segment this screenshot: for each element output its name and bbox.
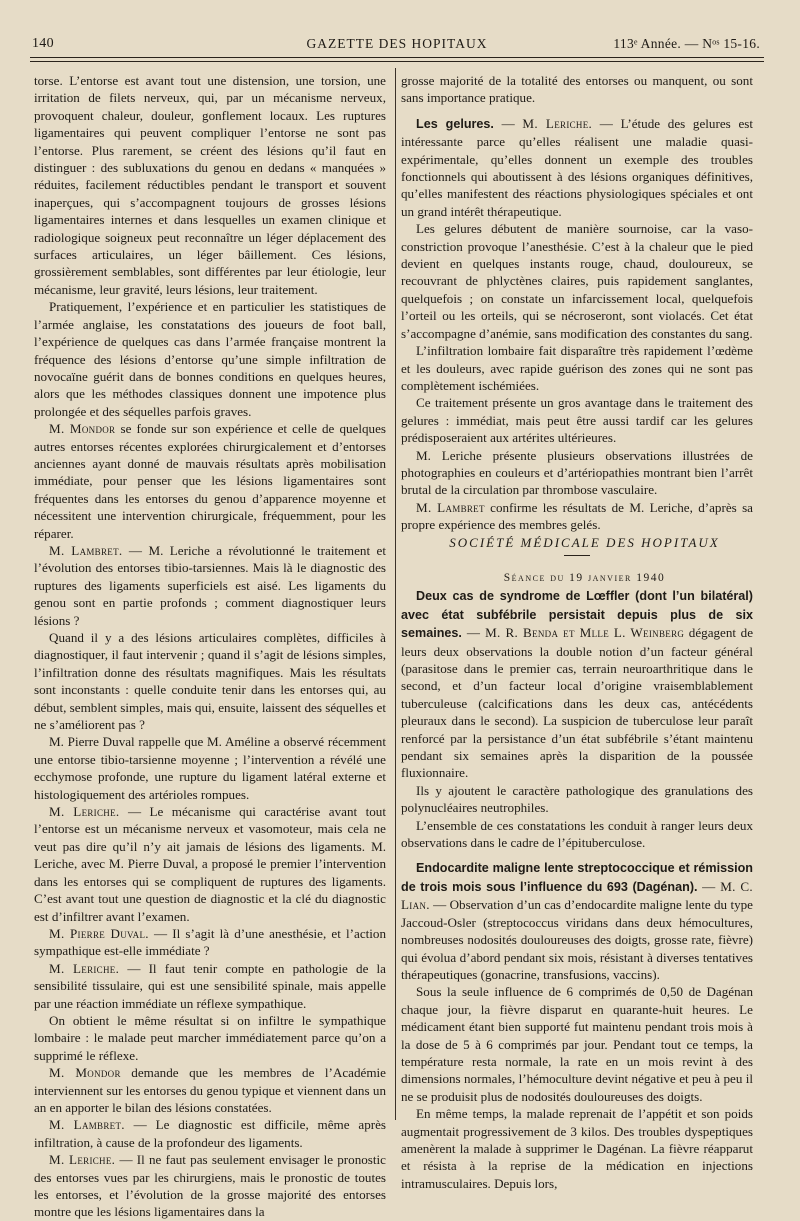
header-rule-thick	[30, 57, 764, 58]
paragraph: grosse majorité de la totalité des entorses ou manquent, ou sont sans importance pratique.	[401, 73, 753, 106]
paragraph-text: — M. Leriche a révolutionné le traitement et l’évolution des entorses tibio-tarsiennes. Mais là le diagnostic des ruptures des ligaments superficiels est aisé. Les ligaments du genou sont en partie profonds ; comment diagnostiquer leurs lésions ?	[34, 542, 386, 628]
speaker-name: M. Mondor	[49, 421, 116, 437]
header-rule-thin	[30, 61, 764, 62]
session-date: Séance du 19 janvier 1940	[503, 571, 666, 584]
paragraph: L’infiltration lombaire fait disparaître très rapidement l’œdème et les douleurs, avec rapide guérison des zones qui ne sont pas complètement ischémiées.	[401, 343, 753, 393]
speaker-name: M. Leriche.	[49, 1152, 116, 1168]
paragraph-text: — Le mécanisme qui caractérise avant tout l’entorse est un mécanisme nerveux et vasomoteur, mais cela ne veut pas dire qu’il n’y ait jamais de lésions des ligaments. M. Leriche, avec M. Pierre Duval, a proposé le premier l’intervention dans les entorses qui se compliquent de ruptures des ligaments. C’est avant tout une question de diagnostic et la clé du diagnostic est d’infiltrer avant l’examen.	[34, 804, 386, 924]
paragraph-text: se fonde sur son expérience et celle de quelques autres entorses récentes explorées chirurgicalement et d’entorses anciennes ayant donné de mauvais résultats après mobilisation immédiate, pour penser que les lésions ligamentaires sont fréquentes dans les entorses du genou d’apparence moyenne et nécessitent une intervention chirurgicale, fréquemment, pour les réparer.	[34, 421, 386, 541]
journal-title: GAZETTE DES HOPITAUX	[306, 36, 488, 51]
article-title: Deux cas de syndrome de Lœffler (dont l’un bilatéral) avec état subfébrile persistait depuis plus de six semaines.	[401, 589, 753, 641]
column-divider	[395, 68, 396, 1120]
paragraph	[401, 499, 753, 534]
speaker-name: M. Lambret	[416, 499, 485, 515]
paragraph: Ce traitement présente un gros avantage dans le traitement des gelures : immédiat, mais peut être aussi tardif car les gelures prédisposeraient aux artérites ultérieures.	[401, 395, 753, 446]
paragraph-text: — Il faut tenir compte en pathologie de la sensibilité tissulaire, qui est une sensibilité spinale, mais appelle par une réaction immédiate un réflexe sympathique.	[34, 960, 386, 1011]
paragraph-text: confirme les résultats de M. Leriche, d’après sa propre expérience des membres gelés.	[401, 499, 753, 533]
article-title: Les gelures.	[416, 116, 494, 131]
authors: — M. R. Benda et Mlle L. Weinberg	[461, 625, 685, 641]
paragraph-text: — Il ne faut pas seulement envisager le pronostic des entorses vues par les chirurgiens, mais le pronostic de toutes les entorses, et l’évolution de la grosse majorité des entorses montre que les lésions ligamentaires dans la	[34, 1152, 386, 1220]
paragraph: Ils y ajoutent le caractère pathologique des granulations des polynucléaires neutrophiles.	[401, 782, 753, 816]
paragraph: Sous la seule influence de 6 comprimés de 0,50 de Dagénan chaque jour, la fièvre disparut en quarante-huit heures. Le médicament étant bien supporté fut maintenu pendant trois mois à la dose de 5 à 6 comprimés par jour. Pendant tout ce temps, la température resta normale, la rate en un mois revint à des dimensions normales, l’hémoculture devint négative et peu à peu il ne se produisit plus de nodosités douloureuses des doigts.	[401, 984, 753, 1104]
paragraph	[34, 1116, 386, 1151]
authors: — M. C. Lian.	[401, 878, 753, 913]
speaker-name: M. Pierre Duval.	[49, 925, 149, 941]
speaker-name: M. Leriche.	[49, 804, 120, 820]
paragraph	[34, 925, 386, 960]
speaker-name: M. Lambret.	[49, 542, 123, 558]
article-loeffler	[401, 587, 753, 781]
paragraph-text: — Observation d’un cas d’endocardite maligne lente du type Jaccoud-Osler (streptococcus viridans dans deux hémocultures, nombreuses nodosités douloureuses des doigts, grosse rate, fièvre) qui évolua d’abord pendant six mois, résistant à diverses tentatives thérapeutiques (gonacrine, transfusions, vaccins).	[401, 897, 753, 982]
speaker-name: M. Leriche.	[522, 115, 593, 131]
paragraph	[34, 960, 386, 1012]
paragraph: Pratiquement, l’expérience et en particulier les statistiques de l’armée anglaise, les constatations des joueurs de foot ball, l’expérience de quelques cas dans l’armée française montrent la fréquence des lésions d’entorse qu’une simple infiltration de novocaïne guérit dans de bonnes conditions en quelques heures, alors que les méthodes classiques donnent une impotence plus prolongée et des séquelles parfois graves.	[34, 299, 386, 419]
running-header	[30, 34, 764, 58]
paragraph: torse. L’entorse est avant tout une distension, une torsion, une irritation de filets nerveux, qui, par un mécanisme nerveux, provoquent chaleur, douleur, gonflement locaux. Les ruptures ligamentaires qui peuvent compliquer l’entorse ne sont pas l’entorse. Plus rarement, se créent des lésions qu’il faut en distinguer : des subluxations du genou en dedans « manquées » réduites, facilement réductibles pendant le transport et souvent inaperçues, qui s’accompagnent toujours de grosses lésions ligamentaires internes et dans lesquelles un examen clinique et radiologique soigneux peut reconnaître un léger déplacement des surfaces articulaires, un léger bâillement. Ces lésions, grossièrement semblables, sont différentes par leur étiologie, leur mécanisme, leur gravité, leurs lésions, leur traitement.	[34, 73, 386, 297]
speaker-name: M. Mondor	[49, 1065, 121, 1081]
paragraph-text: — Le diagnostic est difficile, même après infiltration, à cause de la profondeur des ligaments.	[34, 1117, 387, 1150]
paragraph: M. Leriche présente plusieurs observations illustrées de photographies en couleurs et d’artériopathies montrant bien l’arrêt brutal de la circulation par thrombose vasculaire.	[401, 447, 753, 498]
paragraph	[34, 1064, 386, 1116]
speaker-name: M. Leriche.	[49, 960, 120, 976]
left-column	[34, 72, 386, 1221]
paragraph-text: — L’étude des gelures est intéressante parce qu’elles réalisent une maladie quasi-expérimentale, qu’elles donnent un exemple des troubles fonctionnels qui aboutissent à des lésions organiques définitives, qu’elles manifestent des réactions physiologiques spéciales et ont un grand intérêt thérapeutique.	[401, 115, 753, 219]
paragraph: On obtient le même résultat si on infiltre le sympathique lombaire : le malade peut marcher immédiatement parce qu’on a supprimé le réflexe.	[34, 1012, 386, 1063]
article-endocardite	[401, 859, 753, 983]
issue-info: 113ᵉ Année. — Nᵒˢ 15-16.	[613, 36, 760, 51]
paragraph: En même temps, la malade reprenait de l’appétit et son poids augmentait progressivement de 3 kilos. Des troubles dyspeptiques amenèrent la malade à supprimer le Dagénan. La fièvre réapparut et résista à la reprise de la médication en injections intramusculaires. Depuis lors,	[401, 1106, 753, 1191]
paragraph-text: — Il s’agit là d’une anesthésie, et l’action sympathique est-elle immédiate ?	[34, 925, 386, 959]
paragraph: Les gelures débutent de manière sournoise, car la vaso-constriction provoque l’anesthésie. C’est à la chaleur que le pied devient en quelques instants rouge, chaud, douloureux, se recouvrant de phlyctènes claires, puis rapidement sanglantes, quelquefois ; on constate un infarcissement local, quelquefois l’orteil ou les orteils, qui se nécroseront, sont violacés. Cet état s’accompagne d’anémie, sans modification des constantes du sang.	[401, 221, 753, 341]
paragraph	[34, 542, 386, 629]
section-heading: SOCIÉTÉ MÉDICALE DES HOPITAUX	[449, 534, 720, 550]
article-title: Endocardite maligne lente streptococcique et rémission de trois mois sous l’influence du 693 (Dagénan).	[401, 861, 753, 894]
article-gelures: Les gelures. — M. Leriche. — L’étude des gelures est intéressante parce qu’elles réalisent une maladie quasi-expérimentale, qu’elles donnent un exemple des troubles fonctionnels qui aboutissent à des lésions organiques définitives, qu’elles manifestent des réactions physiologiques spéciales et ont un grand intérêt thérapeutique.	[401, 115, 753, 219]
section-rule	[564, 555, 590, 556]
paragraph	[34, 1151, 386, 1221]
paragraph: L’ensemble de ces constatations les conduit à ranger leurs deux observations dans le cadre de l’épituberculose.	[401, 817, 753, 851]
paragraph: Quand il y a des lésions articulaires complètes, difficiles à diagnostiquer, il faut intervenir ; quand il s’agit de lésions simples, l’infiltration donne des résultats magnifiques. Mais les résultats sont inconstants : quelle conduite tenir dans les entorses qui, au début, semblent simples, mais qui, ensuite, laissent des séquelles et ne s’améliorent pas ?	[34, 630, 386, 733]
paragraph	[34, 803, 386, 925]
paragraph: M. Pierre Duval rappelle que M. Améline a observé récemment une entorse tibio-tarsienne moyenne ; l’intervention a révélé une ecchymose profonde, une rupture du ligament latéral externe et histologiquement des artérioles rompues.	[34, 734, 386, 802]
paragraph	[34, 420, 386, 542]
speaker-name: M. Lambret.	[49, 1117, 125, 1133]
paragraph-text: demande que les membres de l’Académie interviennent sur les entorses du genou typique et viennent dans un an en apporter le bilan des lésions constatées.	[34, 1065, 386, 1115]
page-number: 140	[32, 36, 54, 51]
right-column	[401, 72, 753, 1192]
paragraph-text: dégagent de leurs deux observations la double notion d’un facteur général (parasitose dans le premier cas, terrain neuroarthritique dans le second, et d’un facteur local d’origine vraisemblablement tuberculeuse (calcifications dans les deux cas, antécédents pleuraux dans le second). La suspicion de tuberculose leur paraît renforcé par la persistance d’un état subfébrile s’étant maintenu pendant six semaines après la disparition de la poussée fluxionnaire.	[401, 625, 754, 781]
